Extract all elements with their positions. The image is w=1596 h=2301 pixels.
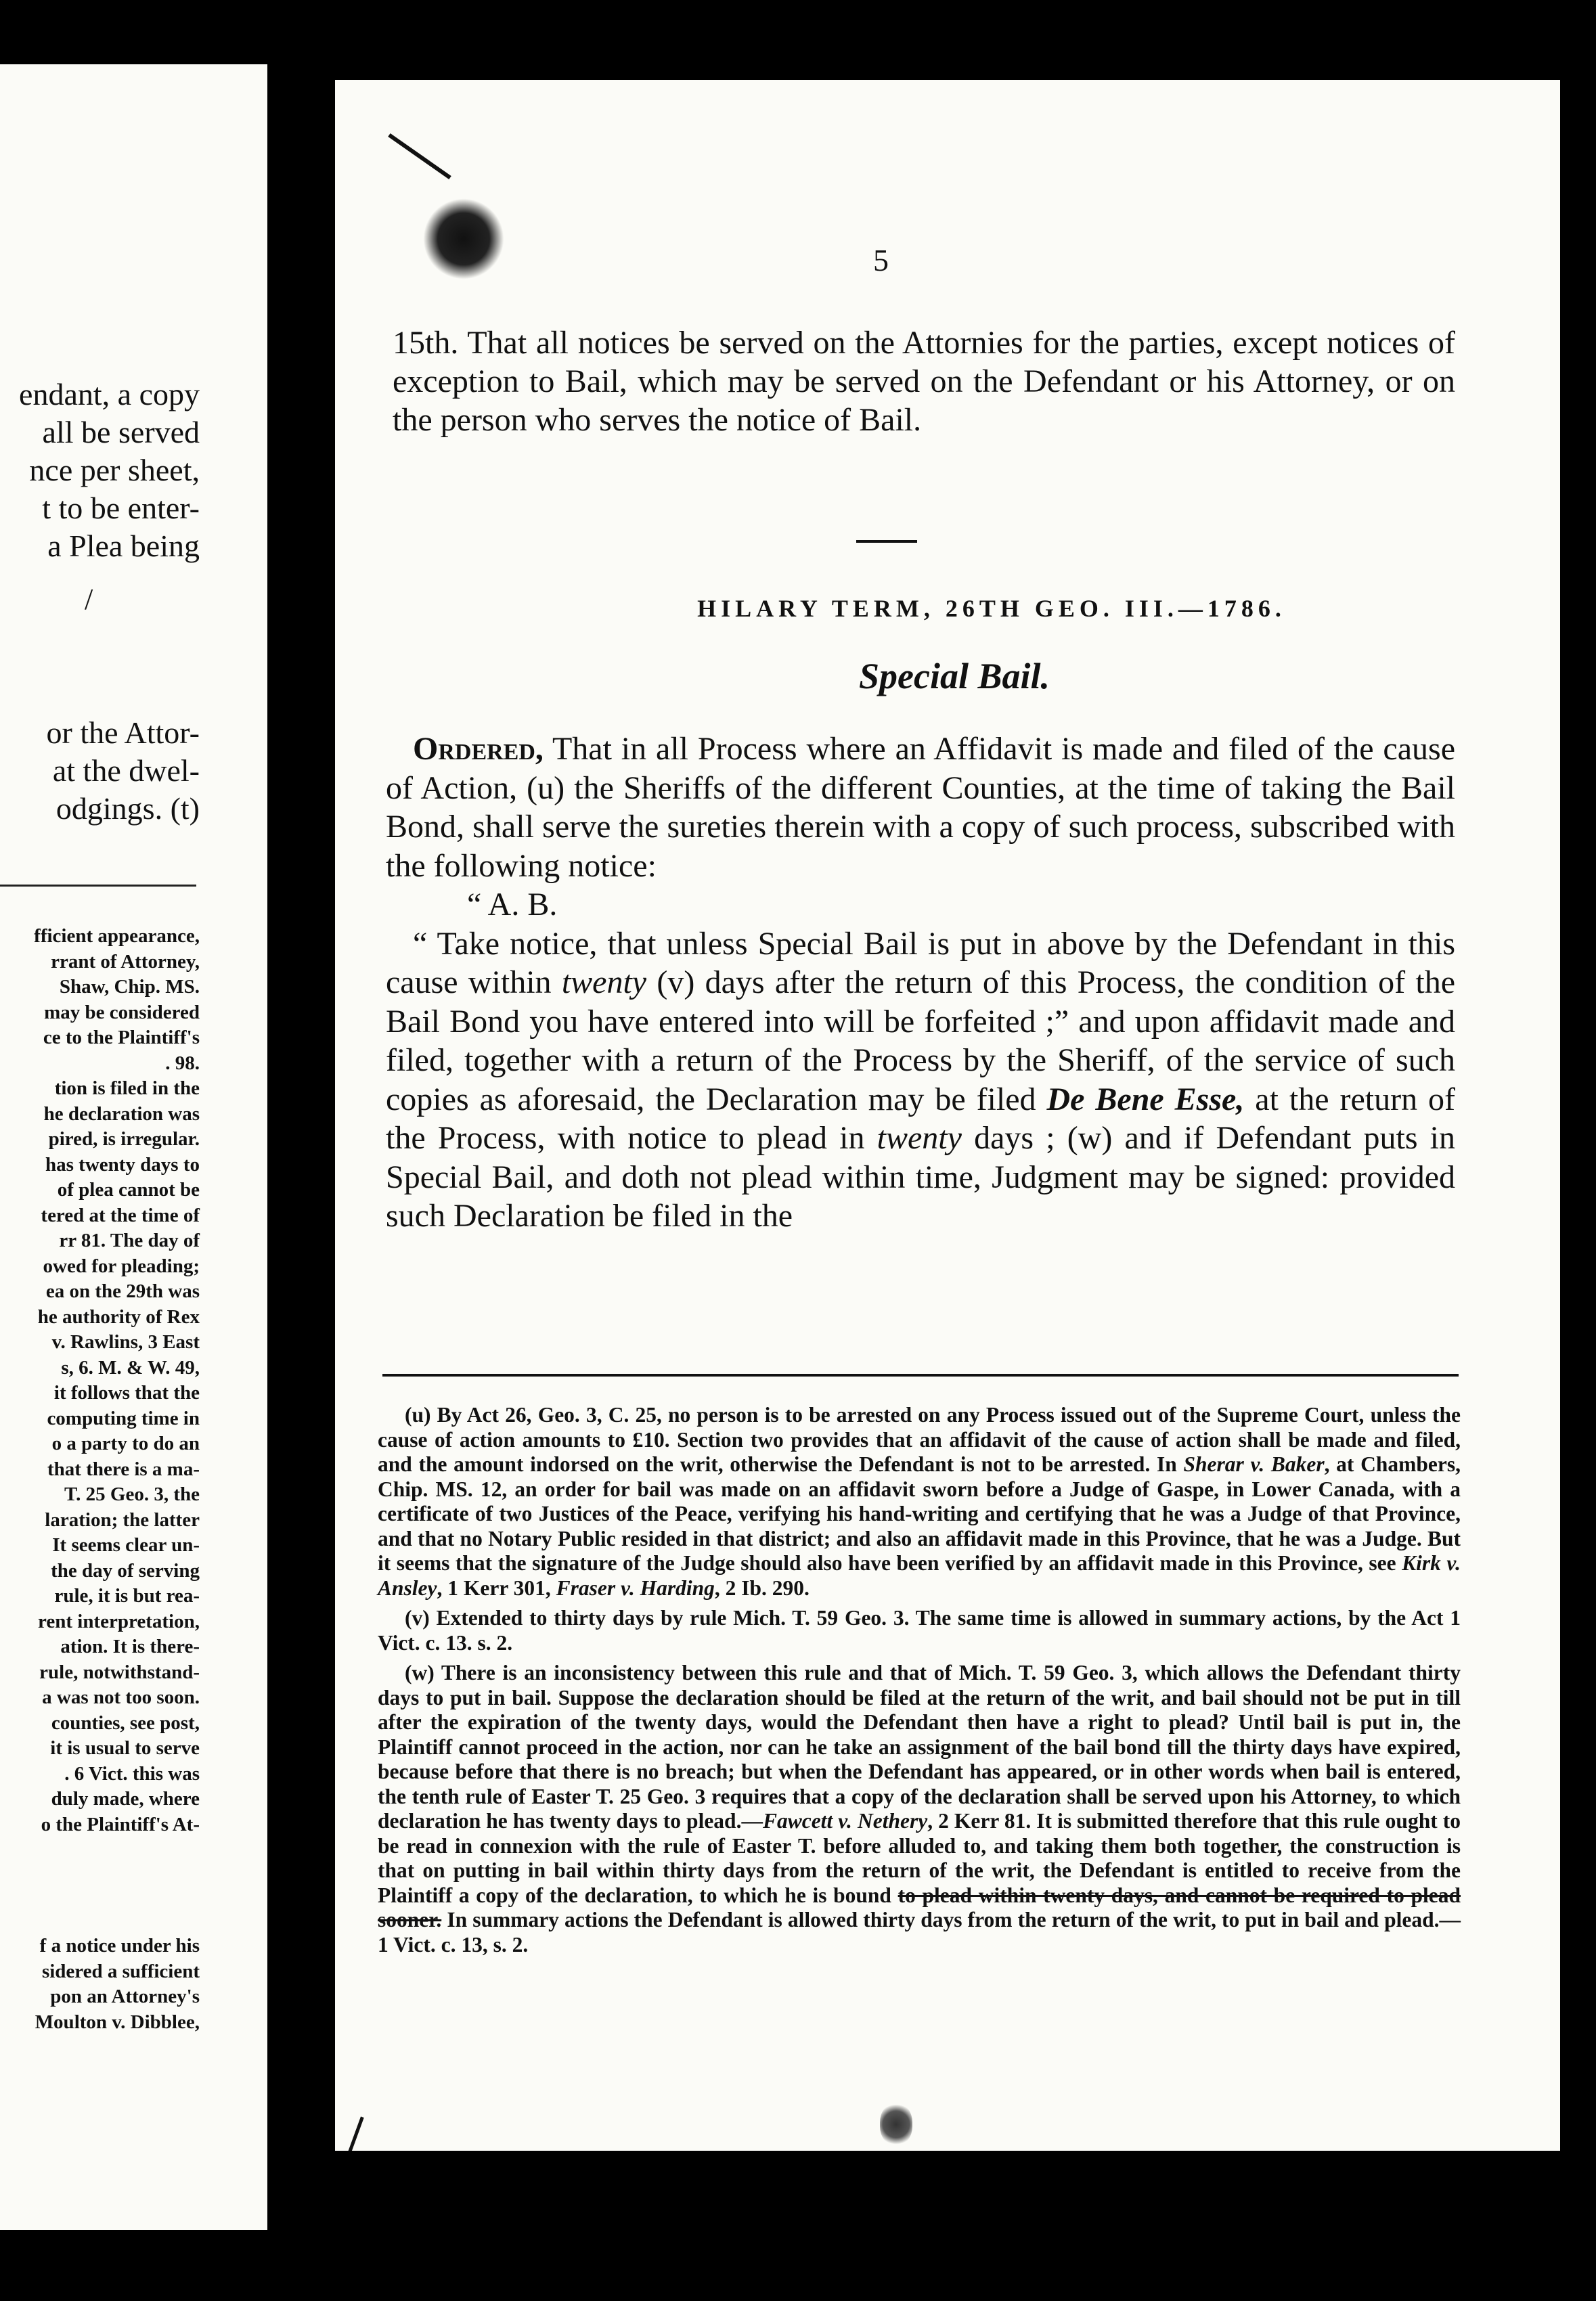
ink-blot [423, 198, 504, 280]
notice-text: “ Take notice, that unless Special Bail is put in above by the Defendant in this cause within [386, 925, 1455, 1000]
section-title: Special Bail. [859, 656, 1050, 696]
footnote-line: s, 6. M. & W. 49, [61, 1356, 200, 1379]
ink-stroke [388, 133, 451, 179]
emphasis: twenty [561, 964, 647, 1000]
footnote-line: v. Rawlins, 3 East [51, 1331, 200, 1353]
footnote-divider [382, 1374, 1459, 1377]
footnote-line: fficient appearance, [34, 925, 200, 947]
ordered-paragraph [386, 730, 1455, 885]
footnote-line: sidered a sufficient [41, 1960, 200, 1982]
footnote-line: counties, see post, [51, 1712, 200, 1734]
footnote-text: , at Chambers, Chip. MS. 12, an order for bail was made on an affidavit sworn before a Judge of Gaspe, in Lower Canada, with a certificate of two Justices of the Peace, verifying his hand-writing and certifying that he was a Judge of that Province, and that no Notary Public resided in that district; and also an affidavit made in this Province, that he was a Judge. But it seems that the signature of the Judge should also have been verified by an affidavit made in this Province, see [378, 1452, 1461, 1575]
notice-text: at the return of the Process, with notice to plead in [386, 1081, 1455, 1156]
footnote-line: laration; the latter [45, 1509, 200, 1531]
footnote-text: In summary actions the Defendant is allowed thirty days from the return of the writ, to put in bail and plead.—1 Vict. c. 13, s. 2. [378, 1908, 1461, 1957]
pen-stroke [340, 2116, 363, 2151]
case-name: Sherar v. Baker [1183, 1452, 1325, 1476]
footnote-line: It seems clear un- [52, 1534, 200, 1556]
footnote-divider [0, 885, 196, 887]
footnote-line: it is usual to serve [50, 1737, 200, 1759]
footnote-text: , 2 Ib. 290. [714, 1576, 810, 1600]
rule-15-paragraph: 15th. That all notices be served on the Attornies for the parties, except notices of exception to Bail, which may be served on the Defendant or his Attorney, or on the person who serves the notice of Bail. [393, 325, 1455, 438]
notice-addressee: “ A. B. [467, 887, 558, 922]
footnote-line: Moulton v. Dibblee, [35, 2011, 200, 2033]
book-page [335, 80, 1560, 2151]
section-divider [856, 540, 917, 543]
page-number: 5 [873, 243, 889, 277]
footnote-line: that there is a ma- [47, 1458, 200, 1480]
text-line: odgings. (t) [56, 791, 200, 826]
case-name: Fawcett v. Nethery [762, 1809, 928, 1833]
main-body-text [386, 730, 1455, 1236]
footnote-line: o a party to do an [51, 1433, 200, 1454]
footnote-line: rrant of Attorney, [51, 950, 200, 973]
footnote-line: duly made, where [51, 1788, 200, 1810]
footnote-line: a was not too soon. [42, 1686, 200, 1708]
ordered-text: That in all Process where an Affidavit is made and filed of the cause of Action, (u) the Sheriffs of the different Counties, at the time of taking the Bail Bond, shall serve the sureties therein with a copy of such process, subscribed with the following notice: [386, 731, 1455, 884]
left-body-text-2 [47, 714, 200, 828]
struck-text: to plead within twenty days, and cannot be required to plead sooner. [378, 1883, 1461, 1931]
footnote-line: owed for pleading; [43, 1255, 200, 1277]
term-heading: HILARY TERM, 26TH GEO. III.—1786. [697, 595, 1286, 622]
text-line: nce per sheet, [29, 453, 200, 487]
text-line: or the Attor- [46, 715, 200, 750]
footnote-line: pon an Attorney's [50, 1986, 200, 2007]
text-line: t to be enter- [42, 491, 200, 525]
footnote-line: . 6 Vict. this was [64, 1762, 200, 1785]
emphasis: twenty [877, 1120, 962, 1156]
footnote-line: it follows that the [53, 1382, 200, 1404]
notice-text: days ; (w) and if Defendant puts in Special Bail, and doth not plead within time, Judgment may be signed: provided such Declaration be filed in the [386, 1120, 1455, 1234]
footnote-text: , 2 Kerr 81. It is submitted therefore that this rule ought to be read in connexion with the rule of Easter T. before alluded to, and taking them both together, the construction is that on putting in bail within thirty days from the return of the writ, the Defendant is entitled to receive from the Plaintiff a copy of the declaration, to which he is bound [378, 1809, 1461, 1907]
text-line: at the dwel- [52, 753, 200, 788]
case-name: Fraser v. Harding [556, 1576, 715, 1600]
footnote-text: (u) By Act 26, Geo. 3, C. 25, no person is to be arrested on any Process issued out of the Supreme Court, unless the cause of action amounts to £10. Section two provides that an affidavit of the cause of action shall be made and filed, and the amount indorsed on the writ, otherwise the Defendant is not to be arrested. In [378, 1403, 1461, 1476]
footnote-line: o the Plaintiff's At- [41, 1813, 200, 1835]
footnote-line: he authority of Rex [37, 1305, 200, 1328]
footnote-line: Shaw, Chip. MS. [59, 976, 200, 998]
footnote-line: may be considered [44, 1001, 200, 1023]
footnote-line: has twenty days to [45, 1153, 200, 1176]
text-line: a Plea being [47, 529, 200, 563]
footnote-line: the day of serving [51, 1559, 200, 1582]
footnote-line: tered at the time of [41, 1204, 200, 1226]
latin-term: De Bene Esse, [1046, 1081, 1245, 1117]
footnote-text: (w) There is an inconsistency between this rule and that of Mich. T. 59 Geo. 3, which allows the Defendant thirty days to put in bail. Suppose the declaration should be filed at the return of the writ, and bail should not be put in till after the expiration of the twenty days, would the Defendant then have a right to plead? Until bail is put in, the Plaintiff cannot proceed in the action, nor can he take an assignment of the bail bond till the thirty days have expired, because before that there is no breach; but when the Defendant has appeared, or in other words when bail is entered, the tenth rule of Easter T. 25 Geo. 3 requires that a copy of the declaration shall be served upon his Attorney, to which declaration he has twenty days to plead.— [378, 1661, 1461, 1833]
footnote-line: of plea cannot be [57, 1179, 200, 1201]
adjacent-page-fragment [0, 64, 267, 2230]
notice-paragraph [386, 924, 1455, 1236]
footnote-line: rr 81. The day of [59, 1230, 200, 1251]
footnote-line: ea on the 29th was [45, 1280, 200, 1302]
footnote-text: , 1 Kerr 301, [437, 1576, 556, 1600]
footnote-line: pired, is irregular. [48, 1128, 200, 1150]
footnote-v: (v) Extended to thirty days by rule Mich. T. 59 Geo. 3. The same time is allowed in summary actions, by the Act 1 Vict. c. 13. s. 2. [378, 1606, 1461, 1655]
footnote-line: tion is filed in the [54, 1077, 200, 1099]
footnote-line: f a notice under his [39, 1935, 200, 1957]
text-line: all be served [42, 415, 200, 449]
footnote-line: computing time in [47, 1407, 200, 1429]
left-footnotes [34, 924, 200, 1837]
case-name: Kirk v. Ansley [378, 1551, 1461, 1600]
footnote-line: T. 25 Geo. 3, the [64, 1483, 200, 1505]
ink-spot [880, 2103, 912, 2145]
footnote-line: rule, it is but rea- [54, 1585, 200, 1607]
text-line: endant, a copy [19, 377, 200, 411]
footnote-line: . 98. [165, 1052, 200, 1074]
footnotes [378, 1403, 1461, 1963]
footnote-line: he declaration was [43, 1102, 200, 1125]
footnote-line: rent interpretation, [38, 1610, 200, 1632]
ordered-word: Ordered, [413, 731, 544, 767]
footnote-w [378, 1661, 1461, 1957]
footnote-line: ation. It is there- [60, 1636, 200, 1657]
footnote-u [378, 1403, 1461, 1601]
footnote-line: rule, notwithstand- [39, 1661, 200, 1683]
footnote-line: ce to the Plaintiff's [43, 1027, 200, 1048]
left-body-text-1 [19, 376, 200, 565]
left-footnotes-2 [35, 1934, 200, 2035]
book-gutter [267, 0, 335, 2301]
pen-mark: / [85, 583, 93, 616]
notice-text: (v) days after the return of this Process, the condition of the Bail Bond you have entered into will be forfeited ;” and upon affidavit made and filed, together with a return of the Process by the Sheriff, of the service of such copies as aforesaid, the Declaration may be filed [386, 964, 1456, 1117]
